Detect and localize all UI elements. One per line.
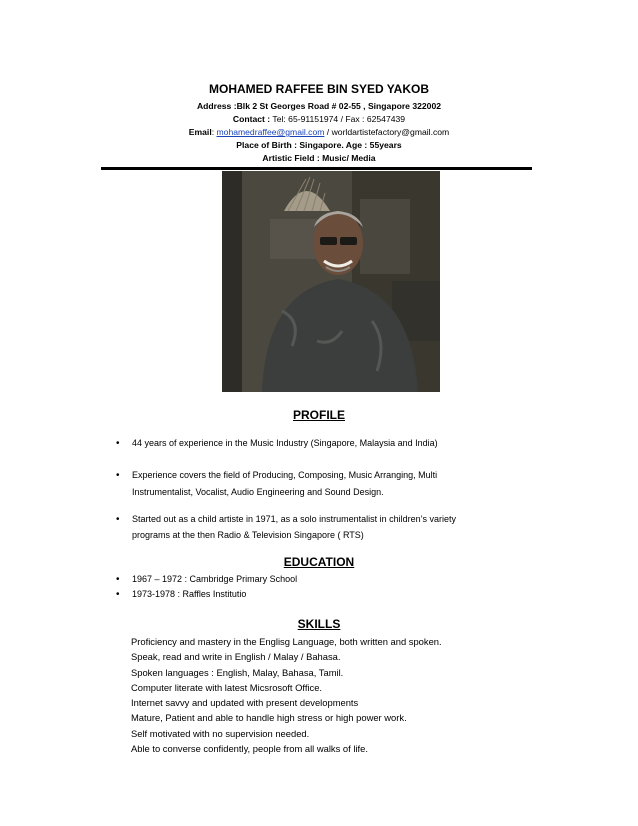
portrait-photo [222, 171, 440, 392]
contact-label: Contact : [232, 114, 271, 124]
email-label: Email [188, 127, 212, 137]
email-separator: : [211, 127, 217, 137]
skill-line: Computer literate with latest Micsrosoft Office. [131, 681, 323, 693]
applicant-name: MOHAMED RAFFEE BIN SYED YAKOB [208, 82, 430, 96]
contact-value: Tel: 65-91151974 / Fax : 62547439 [270, 114, 406, 124]
email-primary-link[interactable]: mohamedraffee@gmail.com [216, 127, 325, 137]
skill-line: Able to converse confidently, people from all walks of life. [131, 743, 368, 755]
birth-line: Place of Birth : Singapore. Age : 55years [236, 140, 402, 150]
address-value: Blk 2 St Georges Road # 02-55 , Singapore 322002 [236, 101, 442, 111]
skill-line: Spoken languages : English, Malay, Bahasa, Tamil. [131, 666, 344, 678]
bullet-glyph: • [116, 514, 120, 525]
profile-title: PROFILE [292, 408, 345, 422]
bullet-glyph: • [116, 470, 120, 481]
skill-line: Proficiency and mastery in the Englisg Language, both written and spoken. [131, 636, 442, 647]
resume-header [0, 80, 638, 165]
contact-line [0, 113, 638, 126]
header-divider [101, 167, 532, 170]
bullet-glyph: • [116, 574, 120, 585]
education-title: EDUCATION [283, 555, 355, 569]
skill-line: Speak, read and write in English / Malay / Bahasa. [131, 651, 341, 663]
address-label: Address : [196, 101, 237, 111]
email-secondary: / worldartistefactory@gmail.com [324, 127, 450, 137]
field-line: Artistic Field : Music/ Media [262, 153, 376, 163]
skill-line: Internet savvy and updated with present developments [131, 697, 359, 709]
email-line [0, 126, 638, 139]
bullet-glyph: • [116, 589, 120, 600]
skills-list [131, 634, 442, 756]
address-line [0, 100, 638, 113]
skill-line: Mature, Patient and able to handle high stress or high power work. [131, 712, 407, 724]
skills-title: SKILLS [297, 617, 341, 631]
bullet-glyph: • [116, 438, 120, 449]
portrait-image [222, 171, 440, 392]
skill-line: Self motivated with no supervision needed. [131, 727, 310, 739]
